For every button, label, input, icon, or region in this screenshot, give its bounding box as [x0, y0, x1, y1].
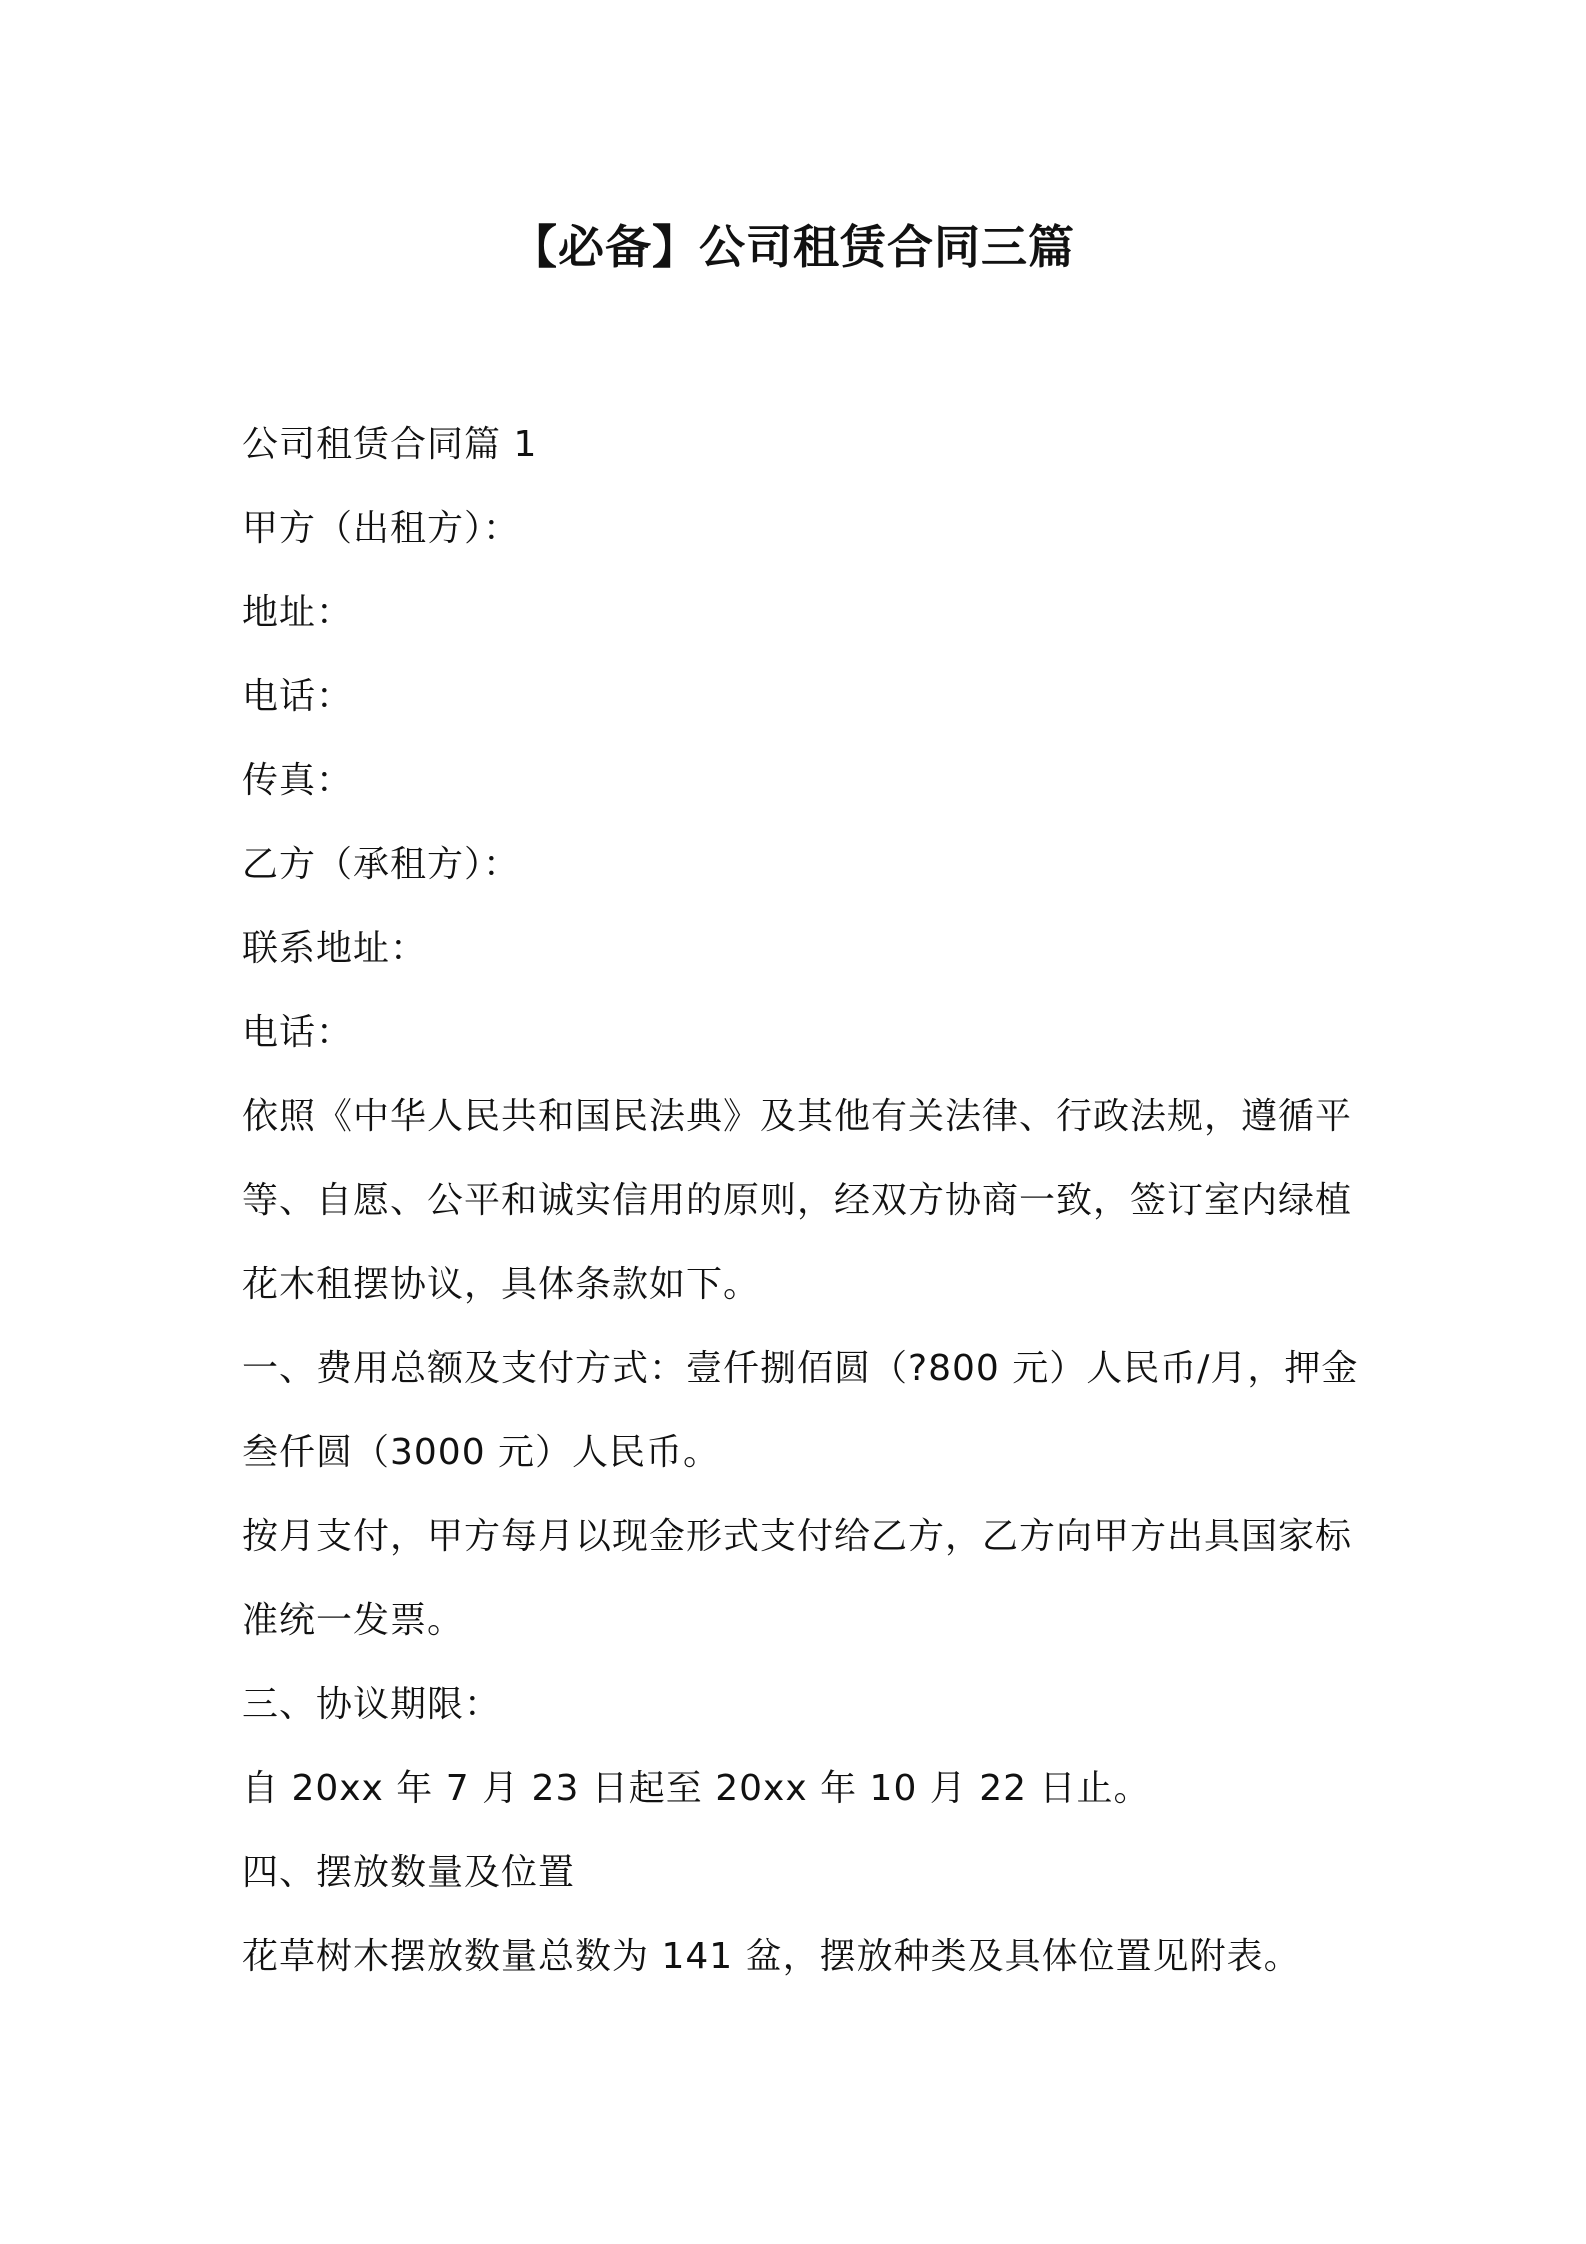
phone-label-b: 电话：	[242, 1012, 354, 1053]
party-b-label: 乙方（承租方）：	[242, 844, 521, 885]
payment-terms-paragraph: 一、费用总额及支付方式：壹仟捌佰圆（?800 元）人民币/月，押金叁仟圆（3000 元）人民币。	[242, 1348, 1359, 1473]
address-label: 地址：	[242, 592, 354, 633]
preamble-paragraph: 依照《中华人民共和国民法典》及其他有关法律、行政法规，遵循平等、自愿、公平和诚实信用的原则，经双方协商一致，签订室内绿植花木租摆协议，具体条款如下。	[242, 1096, 1353, 1305]
party-a-label: 甲方（出租方）：	[242, 508, 521, 549]
fax-label: 传真：	[242, 760, 354, 801]
document-body	[242, 403, 1372, 1999]
payment-method-paragraph: 按月支付，甲方每月以现金形式支付给乙方，乙方向甲方出具国家标准统一发票。	[242, 1516, 1353, 1641]
term-period: 自 20xx 年 7 月 23 日起至 20xx 年 10 月 22 日止。	[242, 1768, 1151, 1809]
term-heading: 三、协议期限：	[242, 1684, 502, 1725]
phone-label: 电话：	[242, 676, 354, 717]
quantity-heading: 四、摆放数量及位置	[242, 1852, 576, 1893]
quantity-paragraph: 花草树木摆放数量总数为 141 盆，摆放种类及具体位置见附表。	[242, 1936, 1301, 1977]
contact-address-label: 联系地址：	[242, 928, 428, 969]
section-heading: 公司租赁合同篇 1	[242, 424, 538, 465]
document-title: 【必备】公司租赁合同三篇	[511, 220, 1075, 274]
